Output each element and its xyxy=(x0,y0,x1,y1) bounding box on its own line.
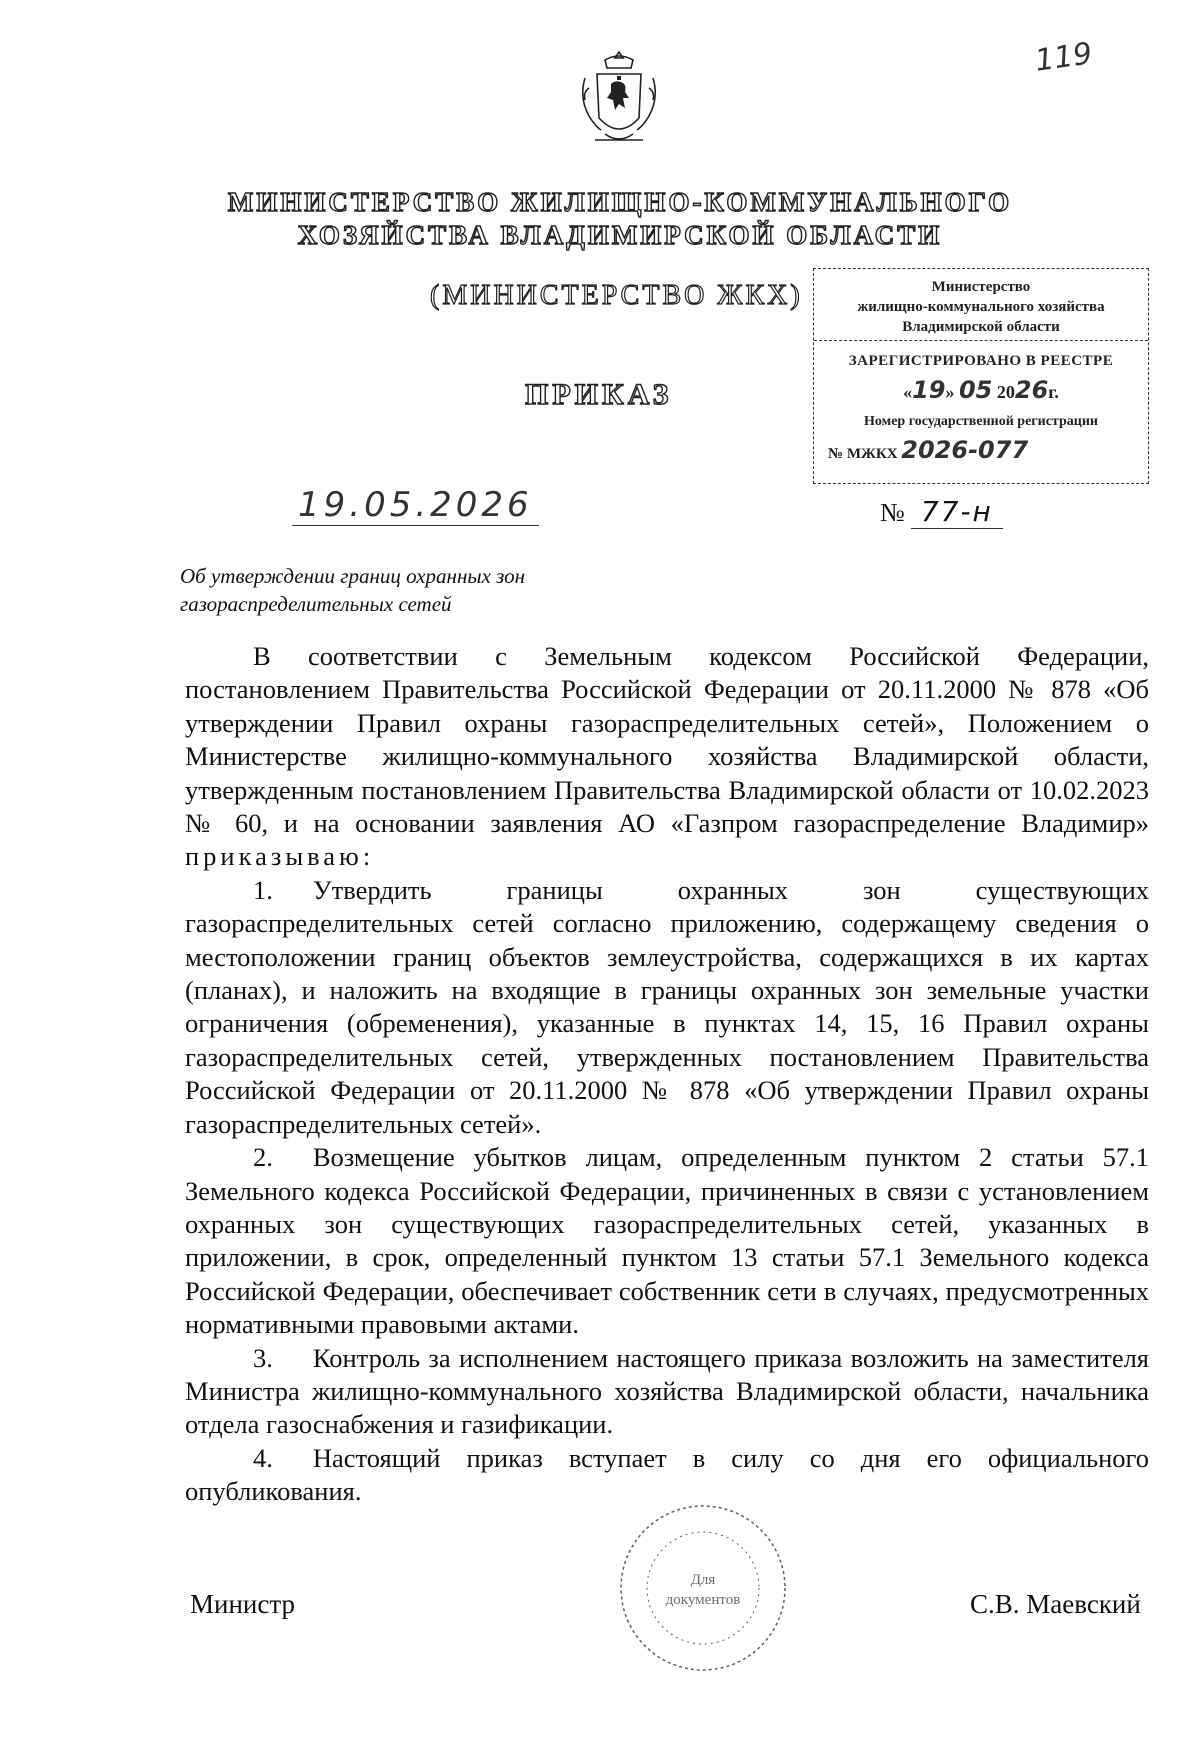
order-body xyxy=(185,640,1149,1509)
item-text: Контроль за исполнением настоящего приказа возложить на заместителя Министра жилищно-коммунального хозяйства Владимирской области, начальника отдела газоснабжения и газификации. xyxy=(185,1342,1149,1440)
signatory-title: Министр xyxy=(190,1589,295,1619)
stamp-year-suffix: 26 xyxy=(1014,376,1049,404)
stamp-reg-number: 2026-077 xyxy=(901,436,1029,464)
order-preamble xyxy=(185,640,1149,874)
ministry-short-name: (МИНИСТЕРСТВО ЖКХ) xyxy=(430,280,803,311)
official-round-seal xyxy=(583,1498,823,1738)
order-command: приказываю: xyxy=(185,841,375,872)
stamp-registered-label: ЗАРЕГИСТРИРОВАНО В РЕЕСТРЕ xyxy=(848,353,1114,369)
stamp-month: 05 xyxy=(958,376,993,404)
stamp-day: 19 xyxy=(912,376,946,404)
stamp-org-line: Владимирской области xyxy=(902,319,1060,335)
order-number-block xyxy=(880,495,1003,528)
order-item xyxy=(185,1141,1149,1341)
stamp-year-prefix: 20 xyxy=(996,382,1015,402)
seal-center-line1: Для xyxy=(690,1572,716,1588)
order-number-prefix: № xyxy=(880,498,905,527)
item-text: Возмещение убытков лицам, определенным пунктом 2 статьи 57.1 Земельного кодекса Российской Федерации, причиненных в связи с установлением охранных зон существующих газораспределительных сетей, указанных в приложении, в срок, определенный пунктом 13 статьи 57.1 Земельного кодекса Российской Федерации, обеспечивает собственник сети в случаях, предусмотренных нормативными правовыми актами. xyxy=(185,1142,1149,1340)
page-number-handwritten: 119 xyxy=(1032,36,1095,79)
ministry-name-line1: МИНИСТЕРСТВО ЖИЛИЩНО-КОММУНАЛЬНОГО xyxy=(227,187,1013,217)
stamp-org-line: жилищно-коммунального хозяйства xyxy=(857,299,1105,315)
coat-of-arms-emblem xyxy=(575,48,663,148)
order-date: 19.05.2026 xyxy=(292,485,539,526)
item-number: 4. xyxy=(253,1442,273,1473)
stamp-year-mark: г. xyxy=(1048,382,1059,402)
order-number: 77-н xyxy=(911,495,1003,529)
registration-stamp xyxy=(813,268,1149,484)
item-number: 1. xyxy=(253,874,273,905)
preamble-text: В соответствии с Земельным кодексом Российской Федерации, постановлением Правительства Российской Федерации от 20.11.2000 № 878 «Об утверждении Правил охраны газораспределительных сетей», Положением о Министерстве жилищно-коммунального хозяйства Владимирской области, утвержденным постановлением Правительства Владимирской области от 10.02.2023 № 60, и на основании заявления АО «Газпром газораспределение Владимир» xyxy=(185,641,1149,839)
stamp-number-line xyxy=(814,436,1148,464)
item-text: Настоящий приказ вступает в силу со дня его официального опубликования. xyxy=(185,1442,1149,1507)
signatory-name: С.В. Маевский xyxy=(970,1589,1141,1619)
stamp-organization xyxy=(814,269,1148,341)
document-type-title: ПРИКАЗ xyxy=(525,378,673,411)
stamp-date-line: «19» 05 2026г. xyxy=(903,376,1059,404)
item-text: Утвердить границы охранных зон существующих газораспределительных сетей согласно приложению, содержащему сведения о местоположении границ объектов землеустройства, содержащихся в их картах (планах), и наложить на входящие в границы охранных зон земельные участки ограничения (обременения), указанные в пунктах 14, 15, 16 Правил охраны газораспределительных сетей, утвержденных постановлением Правительства Российской Федерации от 20.11.2000 № 878 «Об утверждении Правил охраны газораспределительных сетей». xyxy=(185,874,1149,1139)
order-item xyxy=(185,1342,1149,1442)
stamp-org-line: Министерство xyxy=(931,279,1031,295)
stamp-state-reg-label: Номер государственной регистрации xyxy=(864,414,1098,429)
item-number: 2. xyxy=(253,1142,273,1173)
item-number: 3. xyxy=(253,1342,273,1373)
order-subject: Об утверждении границ охранных зон газораспределительных сетей xyxy=(180,564,526,616)
ministry-name-line2: ХОЗЯЙСТВА ВЛАДИМИРСКОЙ ОБЛАСТИ xyxy=(297,220,943,250)
stamp-number-prefix: № МЖКХ xyxy=(828,446,898,462)
order-item xyxy=(185,874,1149,1141)
seal-center-line2: документов xyxy=(665,1592,741,1608)
